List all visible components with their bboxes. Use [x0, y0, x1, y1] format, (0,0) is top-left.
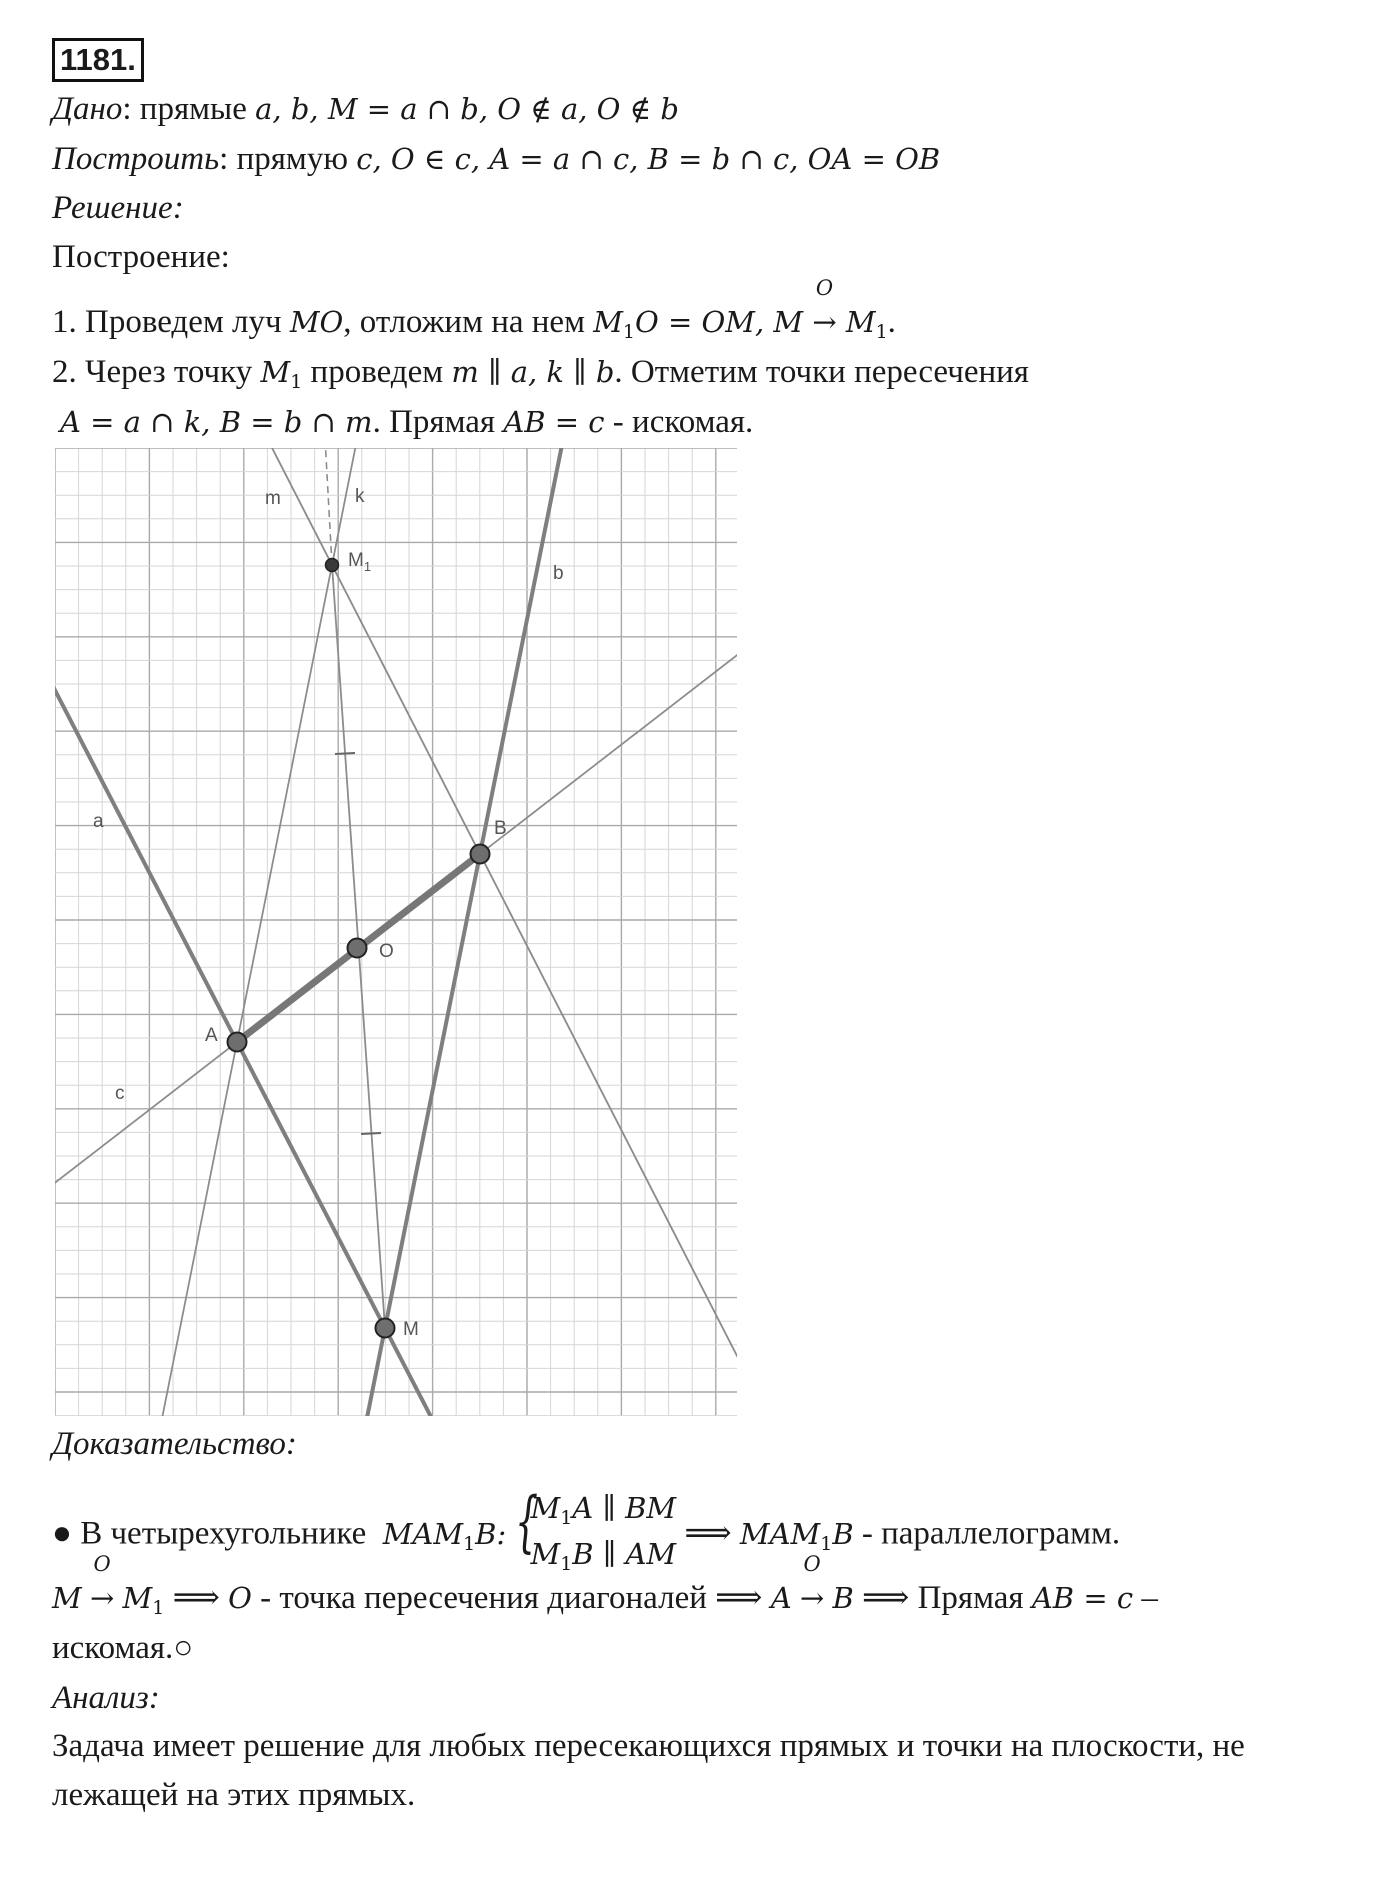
proof2-m1-main: M	[122, 1581, 153, 1615]
construction-label: Построение:	[52, 239, 230, 275]
problem-number: 1181.	[52, 38, 144, 82]
step3-ab: AB = c	[503, 405, 605, 439]
sys2-sub: 1	[560, 1553, 573, 1575]
proof2-arrow-1	[89, 1552, 115, 1618]
proof2-a: A	[770, 1581, 792, 1615]
step3-end: - искомая.	[612, 404, 754, 440]
label-M: M	[403, 1319, 419, 1340]
given-math: a, b, M = a ∩ b, O ∉ a, O ∉ b	[255, 92, 679, 126]
proof1-concl-main: MAM	[739, 1516, 821, 1551]
proof2-text-1: - точка пересечения диагоналей	[260, 1580, 707, 1616]
point-m1	[326, 559, 339, 572]
construct-math: c, O ∈ c, A = a ∩ c, B = b ∩ c, OA = OB	[356, 142, 941, 176]
point-a	[228, 1033, 247, 1052]
proof-label: Доказательство:	[52, 1426, 297, 1462]
proof2-ab: AB = c	[1031, 1581, 1134, 1615]
step-2	[52, 352, 1029, 402]
line-b	[55, 448, 737, 1416]
proof1-quad-main: MAM	[382, 1516, 464, 1551]
label-m1-sub: 1	[363, 559, 372, 574]
figure-labels	[93, 486, 564, 1340]
ray-mo-extension	[325, 448, 332, 565]
analysis-line-1: Задача имеет решение для любых пересекающихся прямых и точки на плоскости, не	[52, 1728, 1245, 1764]
step1-symmetry-arrow	[812, 276, 837, 342]
step1-m1-target: M	[845, 305, 876, 339]
point-m	[376, 1319, 395, 1338]
step1-eq: O = OM, M	[635, 305, 804, 339]
step2-parallels: m ∥ a, k ∥ b	[451, 355, 615, 389]
sys2-a: M	[530, 1537, 561, 1571]
construct-label: Построить	[52, 141, 220, 177]
proof1-system	[514, 1483, 677, 1582]
step2-m-sub: 1	[290, 371, 303, 393]
label-m1	[348, 550, 371, 574]
proof2-implies-1: ⟹	[172, 1580, 220, 1616]
proof3-mark: ○	[173, 1630, 194, 1666]
step1-mid: , отложим на нем	[343, 304, 585, 340]
given-line: Дано: прямые a, b, M = a ∩ b, O ∉ a, O ∉ b	[52, 91, 679, 127]
proof2-b: B	[832, 1581, 854, 1615]
given-words: прямые	[139, 91, 247, 127]
proof2-arrow-2-glyph: →	[799, 1581, 825, 1615]
proof1-quad	[382, 1516, 507, 1555]
step1-arrow: →	[812, 305, 837, 339]
step-1	[52, 276, 896, 352]
proof3-text: искомая.	[52, 1630, 174, 1666]
step2-prefix: 2. Через точку	[52, 354, 253, 390]
system-row-1	[531, 1490, 677, 1536]
step2-mid: проведем	[310, 354, 444, 390]
proof1-bullet: ●	[52, 1515, 72, 1552]
step1-end: .	[887, 304, 896, 340]
label-A: A	[205, 1025, 218, 1046]
label-O: O	[379, 941, 394, 962]
step1-m1-target-sub: 1	[875, 321, 888, 343]
solution-label: Решение:	[52, 190, 184, 226]
label-c: c	[115, 1083, 125, 1104]
sys1-sub: 1	[560, 1507, 573, 1529]
proof1-concl	[739, 1516, 854, 1555]
step1-m1-sub: 1	[622, 321, 635, 343]
step1-prefix: 1. Проведем луч	[52, 304, 282, 340]
given-label: Дано	[52, 91, 123, 127]
tick-m1o	[335, 753, 355, 754]
proof2-arrow-1-over: O	[93, 1552, 111, 1576]
proof1-implies: ⟹	[684, 1515, 732, 1552]
step1-ray: MO	[289, 305, 344, 339]
proof2-arrow-2-over: O	[803, 1552, 821, 1576]
system-row-2	[531, 1536, 677, 1582]
tick-om	[361, 1133, 381, 1134]
construct-line: Построить: прямую c, O ∈ c, A = a ∩ c, B = b ∩ c, OA = OB	[52, 141, 941, 177]
label-k: k	[355, 486, 365, 507]
proof-line-3	[52, 1628, 193, 1668]
analysis-line-2: лежащей на этих прямых.	[52, 1777, 416, 1813]
step3-math: A = a ∩ k, B = b ∩ m	[60, 405, 373, 439]
proof1-words: В четырехугольнике	[80, 1515, 367, 1552]
analysis-label: Анализ:	[52, 1680, 160, 1716]
proof2-o: O	[228, 1581, 252, 1615]
point-b	[471, 845, 490, 864]
label-b: b	[553, 563, 564, 584]
figure-points	[228, 559, 490, 1338]
sys1-b: A ∥ BM	[572, 1491, 677, 1525]
proof1-concl-end: B	[832, 1516, 854, 1551]
label-B: B	[494, 818, 507, 839]
step1-m1: M	[593, 305, 623, 339]
proof1-concl-sub: 1	[820, 1532, 833, 1555]
point-o	[348, 939, 367, 958]
proof2-m1-sub: 1	[152, 1597, 165, 1619]
proof2-text-2: Прямая	[917, 1580, 1024, 1616]
sys1-a: M	[530, 1491, 561, 1525]
step2-m: M	[260, 355, 291, 389]
proof2-arrow-1-glyph: →	[89, 1581, 115, 1615]
proof1-tail: - параллелограмм.	[861, 1515, 1121, 1552]
system-brace: {	[514, 1483, 538, 1560]
proof-line-1	[52, 1483, 1121, 1582]
proof2-implies-3: ⟹	[862, 1580, 910, 1616]
figure-lines	[55, 448, 737, 1416]
construct-words: прямую	[236, 141, 348, 177]
proof2-arrow-2	[799, 1552, 825, 1618]
label-m: m	[265, 488, 281, 509]
solution-label-text: Решение	[52, 190, 173, 226]
proof2-m: M	[52, 1581, 82, 1615]
proof2-implies-2: ⟹	[715, 1580, 763, 1616]
label-a: a	[93, 811, 104, 832]
proof1-quad-sub: 1	[463, 1532, 476, 1555]
proof2-dash: –	[1141, 1580, 1158, 1616]
label-m1-main: M	[348, 550, 364, 571]
step2-end: . Отметим точки пересечения	[614, 354, 1029, 390]
step1-arrow-over: O	[815, 276, 834, 300]
proof2-m1	[122, 1581, 165, 1619]
step-3	[60, 402, 753, 442]
proof1-quad-end: B:	[475, 1516, 507, 1551]
sys2-b: B ∥ AM	[572, 1537, 677, 1571]
construction-figure	[55, 448, 737, 1416]
step3-mid: . Прямая	[372, 404, 496, 440]
step2-point	[260, 355, 303, 393]
step1-math	[593, 276, 888, 343]
